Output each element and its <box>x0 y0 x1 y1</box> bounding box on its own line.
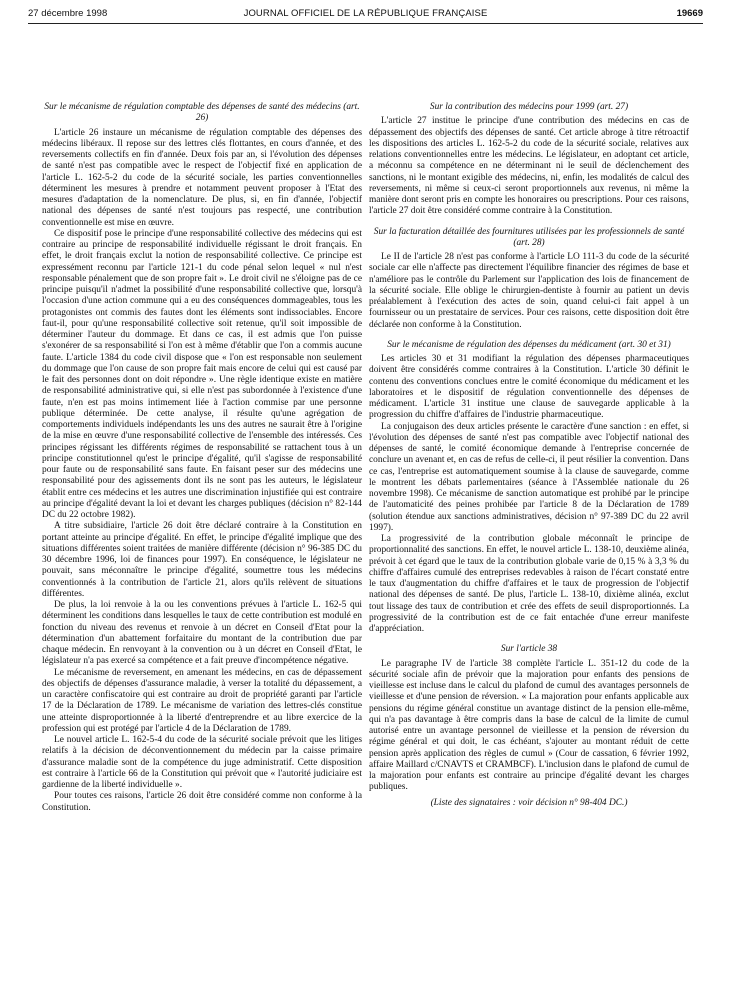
paragraph: Le paragraphe IV de l'article 38 complète l'article L. 351-12 du code de la sécurité sociale afin de prévoir que la majoration pour enfants des pensions de vieillesse est incluse dans le calcul du plafond de cumul des avantages personnels de vieillesse et d'une pension de réversion. « La majoration pour enfants applicable aux pensions du régime général constitue un avantage distinct de la pension elle-même, qui n'a pas davantage à être compris dans la base de calcul de la limite de cumul autorisé entre un avantage personnel de vieillesse et la pension de réversion du régime général et qui doit, le cas échéant, s'ajouter au montant réduit de cette pension après application des règles de cumul » (Cour de cassation, 6 février 1992, affaire Maillard c/CNAVTS et CRAMBCF). L'inclusion dans le plafond de cumul de la majoration pour enfants est contraire au principe d'égalité devant les charges publiques. <box>369 658 689 793</box>
left-column <box>42 102 362 814</box>
section-heading-art-26: Sur le mécanisme de régulation comptable des dépenses de santé des médecins (art. 26) <box>44 102 360 124</box>
paragraph: La conjugaison des deux articles présente le caractère d'une sanction : en effet, si l'évolution des dépenses de santé n'est pas compatible avec l'objectif national des dépenses de santé, le comité économique demande à l'entreprise concernée de conclure un avenant et, en cas de refus de celle-ci, il peut résilier la convention. Dans ce cas, l'entreprise est automatiquement soumise à la clause de sauvegarde, comme le montrent les débats parlementaires (séance à l'Assemblée nationale du 26 novembre 1998). Ce mécanisme de sanction automatique est prohibé par le principe de l'automaticité des peines prohibée par l'article 8 de la Déclaration de 1789 (solution étendue aux sanctions administratives, décision n° 97-389 DC du 22 avril 1997). <box>369 421 689 533</box>
section-heading-art-38: Sur l'article 38 <box>500 644 558 655</box>
journal-title: JOURNAL OFFICIEL DE LA RÉPUBLIQUE FRANÇAISE <box>243 8 488 19</box>
paragraph: Le mécanisme de reversement, en amenant les médecins, en cas de dépassement des objectifs de dépenses d'assurance maladie, à verser la totalité du dépassement, a un caractère confiscatoire qui est contraire au droit de propriété garanti par l'article 17 de la Déclaration de 1789. Le mécanisme de variation des lettres-clés constitue une atteinte disproportionnée à la liberté d'entreprendre et au libre exercice de la profession qui est protégé par l'article 4 de la Déclaration de 1789. <box>42 667 362 734</box>
section-heading-art-30-31: Sur le mécanisme de régulation des dépenses du médicament (art. 30 et 31) <box>387 339 671 350</box>
paragraph: Le nouvel article L. 162-5-4 du code de la sécurité sociale prévoit que les litiges relatifs à la décision de déconventionnement du médecin par la caisse primaire d'assurance maladie sont de la compétence du juge administratif. Cette disposition est contraire à l'article 66 de la Constitution qui prévoit que « l'autorité judiciaire est gardienne de la liberté individuelle ». <box>42 735 362 791</box>
paragraph: A titre subsidiaire, l'article 26 doit être déclaré contraire à la Constitution en portant atteinte au principe d'égalité. En effet, le principe d'égalité implique que des situations différentes soient traitées de manière différente (décision n° 96-385 DC du 30 décembre 1996, loi de finances pour 1997). En conséquence, le législateur ne pouvait, sans méconnaître le principe d'égalité, soumettre tous les médecins conventionnés à la contribution de l'article 21, alors qu'ils relèvent de situations différentes. <box>42 521 362 599</box>
section-heading-art-27: Sur la contribution des médecins pour 1999 (art. 27) <box>429 102 629 112</box>
paragraph: L'article 27 institue le principe d'une contribution des médecins en cas de dépassement des objectifs des dépenses de santé. Cet article abroge à titre rétroactif les dispositions des articles L. 162-5-2 du code de la sécurité sociale, relatives aux relations conventionnelles entre les médecins. Le législateur, en adoptant cet article, a méconnu sa compétence en ne déterminant ni le seuil de déclenchement des sanctions, ni le montant exigible des médecins, ni, enfin, les modalités de calcul des reversements, ni même si ceux-ci seront proportionnels aux revenus, ni même la manière dont seront pris en compte les honoraires ou prescriptions. Pour ces raisons, l'article 27 doit être considéré comme contraire à la Constitution. <box>369 116 689 217</box>
paragraph: L'article 26 instaure un mécanisme de régulation comptable des dépenses des médecins libéraux. Il repose sur des lettres clés flottantes, en cours d'année, et des reversements collectifs en fin d'année. Deux fois par an, si l'évolution des dépenses de santé n'est pas compatible avec le respect de l'objectif fixé en application de l'article L. 162-5-2 du code de la sécurité sociale, les parties conventionnelles déterminent les mesures à prendre et notamment peuvent proposer à l'Etat des mesures d'adaptation de la nomenclature. De plus, si, en fin d'année, l'objectif national des dépenses de santé n'est toujours pas respecté, une contribution conventionnelle est mise en œuvre. <box>42 127 362 228</box>
header-rule <box>28 23 703 24</box>
header-date: 27 décembre 1998 <box>28 8 108 19</box>
section-heading-art-28: Sur la facturation détaillée des fournitures utilisées par les professionnels de santé (art. 28) <box>373 226 685 248</box>
paragraph: Pour toutes ces raisons, l'article 26 doit être considéré comme non conforme à la Constitution. <box>42 791 362 813</box>
paragraph: De plus, la loi renvoie à la ou les conventions prévues à l'article L. 162-5 qui déterminent les conditions dans lesquelles le taux de cette contribution est modulé en fonction du niveau des revenus et renvoie à un décret en Conseil d'Etat pour la détermination d'un abattement forfaitaire du montant de la contribution due par chaque médecin. En renvoyant à la convention ou à un décret en Conseil d'Etat, le législateur n'a pas exercé sa compétence et a fait preuve d'incompétence négative. <box>42 600 362 667</box>
paragraph: Ce dispositif pose le principe d'une responsabilité collective des médecins qui est contraire au principe de responsabilité individuelle régissant le droit français. En effet, le droit français exclut la notion de responsabilité collective. Ce principe est expressément reconnu par l'article 121-1 du code pénal selon lequel « nul n'est responsable pénalement que de son propre fait ». Le droit civil ne s'éloigne pas de ce principe puisqu'il n'admet la possibilité d'une responsabilité collective que, lorsqu'à l'occasion d'une action commune qui a eu des conséquences dommageables, tous les protagonistes ont commis des fautes dont les éléments sont indissociables. Encore faut-il, pour qu'une responsabilité collective soit retenue, qu'il soit impossible de déterminer l'auteur du dommage. Et dans ce cas, il est admis que l'on puisse s'exonérer de sa responsabilité si l'on est à même d'établir que l'on a commis aucune faute. L'article 1384 du code civil dispose que « l'on est responsable non seulement du dommage que l'on cause de son propre fait mais encore de celui qui est causé par le fait des personnes dont on doit répondre ». Une règle identique existe en matière de responsabilité administrative qui, si elle n'est pas subordonnée à l'existence d'une faute, n'en est pas moins intimement liée à l'action commise par une personne publique déterminée. De cette analyse, il résulte qu'une agrégation de comportements individuels indépendants les uns des autres ne saurait être à l'origine de la mise en œuvre d'une responsabilité collective de l'ensemble des intéressés. Ces principes régissant les différents régimes de responsabilité se rattachent tous à un principe constitutionnel qu'est le principe d'égalité, qu'il s'agisse de responsabilité pour faute ou de responsabilité sans faute. En faisant peser sur des médecins une responsabilité pour des agissements dont ils ne sont pas les auteurs, le législateur établit entre ces médecins et les autres une discrimination injustifiée qui est contraire au principe d'égalité devant la loi et devant les charges publiques (décision n° 82-144 DC du 22 octobre 1982). <box>42 228 362 521</box>
paragraph: La progressivité de la contribution globale méconnaît le principe de proportionnalité des sanctions. En effet, le nouvel article L. 138-10, deuxième alinéa, prévoit à cet égard que le taux de la contribution globale varie de 0,15 % à 3,3 % du chiffre d'affaires cumulé des entreprises redevables à raison de l'écart constaté entre le taux d'augmentation du chiffre d'affaires et le taux de progression de l'objectif national des dépenses de santé. De plus, l'article L. 138-10, dixième alinéa, exclut tout lissage des taux de contribution et crée des effets de seuil disproportionnés. La progressivité de la contribution est de ce fait entachée d'une erreur manifeste d'appréciation. <box>369 534 689 635</box>
right-column <box>369 102 689 818</box>
page-number: 19669 <box>676 8 703 19</box>
paragraph: Le II de l'article 28 n'est pas conforme à l'article LO 111-3 du code de la sécurité sociale car elle n'affecte pas directement l'équilibre financier des régimes de base et n'améliore pas le contrôle du Parlement sur l'application des lois de financement de la sécurité sociale. Elle oblige le chirurgien-dentiste à fournir au patient un devis préalablement à l'exécution des actes de soin, quand celui-ci fait appel à un fournisseur ou un prestataire de services. Pour ces raisons, cette disposition doit être déclarée non conforme à la Constitution. <box>369 252 689 330</box>
paragraph: Les articles 30 et 31 modifiant la régulation des dépenses pharmaceutiques doivent être considérés comme contraires à la Constitution. L'article 30 définit le contenu des conventions conclues entre le comité économique du médicament et les laboratoires et le dispositif de régulation conventionnelle des dépenses de médicament. L'article 31 institue une clause de sauvegarde applicable à la progression du chiffre d'affaires de l'industrie pharmaceutique. <box>369 354 689 421</box>
signatories-note: (Liste des signataires : voir décision n° 98-404 DC.) <box>430 797 628 808</box>
page-header <box>28 8 703 24</box>
